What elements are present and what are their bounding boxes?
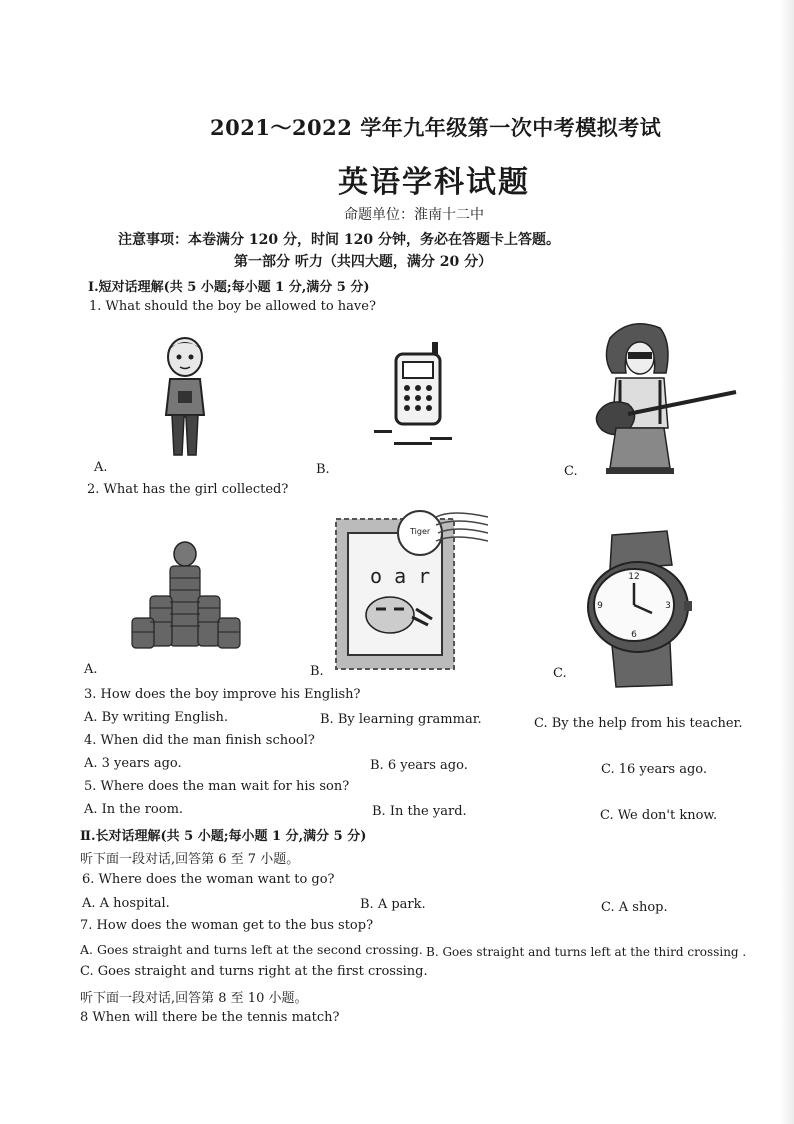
svg-text:12: 12 <box>628 572 640 582</box>
q2-option-a: A. <box>84 662 98 677</box>
question-3: 3. How does the boy improve his English? <box>84 687 361 702</box>
q1-option-c: C. <box>564 464 578 479</box>
q6-option-c: C. A shop. <box>601 900 668 915</box>
section2-heading: Ⅱ.长对话理解(共 5 小题;每小题 1 分,满分 5 分) <box>80 829 367 844</box>
question-2: 2. What has the girl collected? <box>87 482 289 497</box>
q5-option-b: B. In the yard. <box>372 804 467 819</box>
svg-text:o a r: o a r <box>370 564 431 588</box>
subject-title: 英语学科试题 <box>338 165 530 200</box>
question-4: 4. When did the man finish school? <box>84 733 315 748</box>
q4-option-c: C. 16 years ago. <box>601 762 708 777</box>
q5-option-a: A. In the room. <box>84 802 184 817</box>
q7-option-b: B. Goes straight and turns left at the third crossing . <box>426 945 747 959</box>
q3-option-a: A. By writing English. <box>84 710 229 725</box>
mobile-phone-icon <box>372 340 457 450</box>
section1-heading: Ⅰ.短对话理解(共 5 小题;每小题 1 分,满分 5 分) <box>88 280 370 295</box>
watch-icon <box>572 525 702 690</box>
q5-option-c: C. We don't know. <box>600 808 718 823</box>
q7-option-a: A. Goes straight and turns left at the second crossing. <box>80 942 423 957</box>
stamp-postmark-text: Tiger <box>410 527 431 536</box>
q3-option-b: B. By learning grammar. <box>320 712 482 727</box>
question-8: 8 When will there be the tennis match? <box>80 1010 340 1025</box>
svg-text:9: 9 <box>597 601 603 611</box>
q7-option-c: C. Goes straight and turns right at the first crossing. <box>80 964 428 979</box>
guitar-player-icon <box>580 318 740 478</box>
author-unit: 命题单位：淮南十二中 <box>344 207 484 223</box>
q4-option-b: B. 6 years ago. <box>370 758 468 773</box>
exam-notice: 注意事项：本卷满分 120 分，时间 120 分钟，务必在答题卡上答题。 <box>118 232 560 248</box>
stamp-icon <box>332 505 492 675</box>
exam-title: 2021～2022 学年九年级第一次中考模拟考试 <box>210 115 662 140</box>
q3-option-c: C. By the help from his teacher. <box>534 716 743 731</box>
question-6: 6. Where does the woman want to go? <box>82 872 335 887</box>
coins-icon <box>128 540 243 660</box>
q4-option-a: A. 3 years ago. <box>84 756 182 771</box>
section2-instruction-1: 听下面一段对话,回答第 6 至 7 小题。 <box>80 852 300 867</box>
q2-option-b: B. <box>310 664 324 679</box>
q1-option-a: A. <box>94 460 108 475</box>
page-edge-shadow <box>780 0 794 1124</box>
part1-heading: 第一部分 听力（共四大题，满分 20 分） <box>234 254 493 270</box>
question-7: 7. How does the woman get to the bus stop? <box>80 918 374 933</box>
svg-text:3: 3 <box>665 601 671 611</box>
svg-text:6: 6 <box>631 630 637 640</box>
q2-option-c: C. <box>553 666 567 681</box>
question-5: 5. Where does the man wait for his son? <box>84 779 350 794</box>
section2-instruction-2: 听下面一段对话,回答第 8 至 10 小题。 <box>80 991 308 1006</box>
q6-option-b: B. A park. <box>360 897 426 912</box>
q1-option-b: B. <box>316 462 330 477</box>
question-1: 1. What should the boy be allowed to have? <box>89 299 376 314</box>
q6-option-a: A. A hospital. <box>82 896 170 911</box>
boy-with-phone-icon <box>150 335 220 460</box>
